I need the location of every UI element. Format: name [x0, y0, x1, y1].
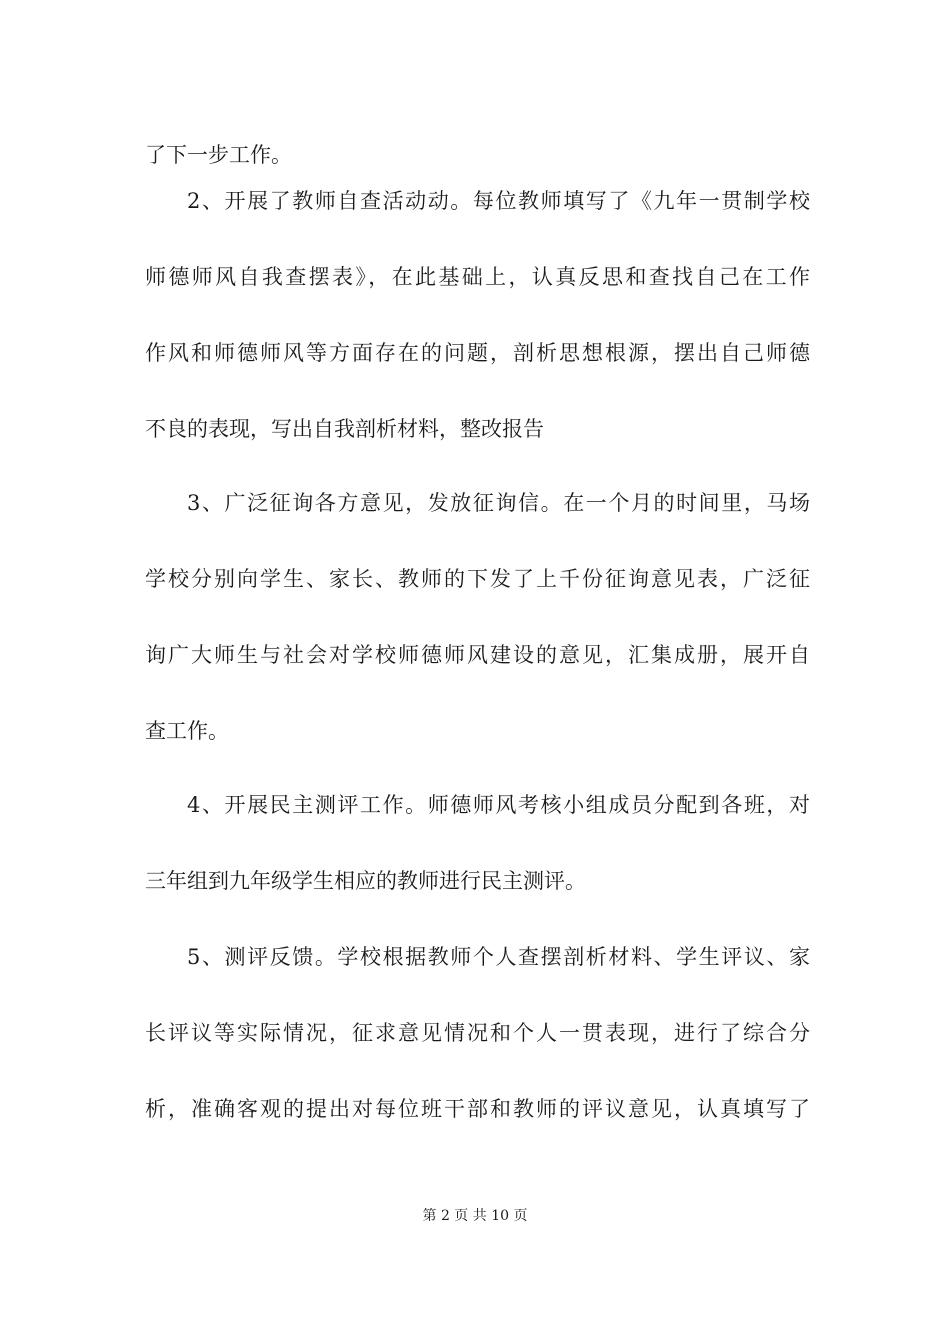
- paragraph-line: 5、测评反馈。学校根据教师个人查摆剖析材料、学生评议、家: [187, 945, 810, 969]
- paragraph-line: 询广大师生与社会对学校师德师风建设的意见，汇集成册，展开自: [145, 643, 810, 667]
- paragraph-line: 4、开展民主测评工作。师德师风考核小组成员分配到各班，对: [187, 793, 810, 817]
- paragraph-line: 了下一步工作。: [145, 143, 292, 167]
- page-footer: [0, 1206, 950, 1226]
- paragraph-line: 长评议等实际情况，征求意见情况和个人一贯表现，进行了综合分: [145, 1021, 810, 1045]
- paragraph-line: 查工作。: [145, 719, 229, 743]
- paragraph-line: 学校分别向学生、家长、教师的下发了上千份征询意见表，广泛征: [145, 567, 810, 591]
- paragraph-line: 师德师风自我查摆表》，在此基础上，认真反思和查找自己在工作: [145, 265, 810, 289]
- paragraph-line: 不良的表现，写出自我剖析材料，整改报告: [145, 417, 544, 441]
- paragraph-line: 析，准确客观的提出对每位班干部和教师的评议意见，认真填写了: [145, 1097, 810, 1121]
- paragraph-line: 3、广泛征询各方意见，发放征询信。在一个月的时间里，马场: [187, 491, 810, 515]
- paragraph-line: 2、开展了教师自查活动动。每位教师填写了《九年一贯制学校: [187, 189, 810, 213]
- page-number: 第 2 页 共 10 页: [422, 1208, 528, 1224]
- paragraph-line: 作风和师德师风等方面存在的问题，剖析思想根源，摆出自己师德: [145, 341, 810, 365]
- paragraph-line: 三年组到九年级学生相应的教师进行民主测评。: [145, 869, 586, 893]
